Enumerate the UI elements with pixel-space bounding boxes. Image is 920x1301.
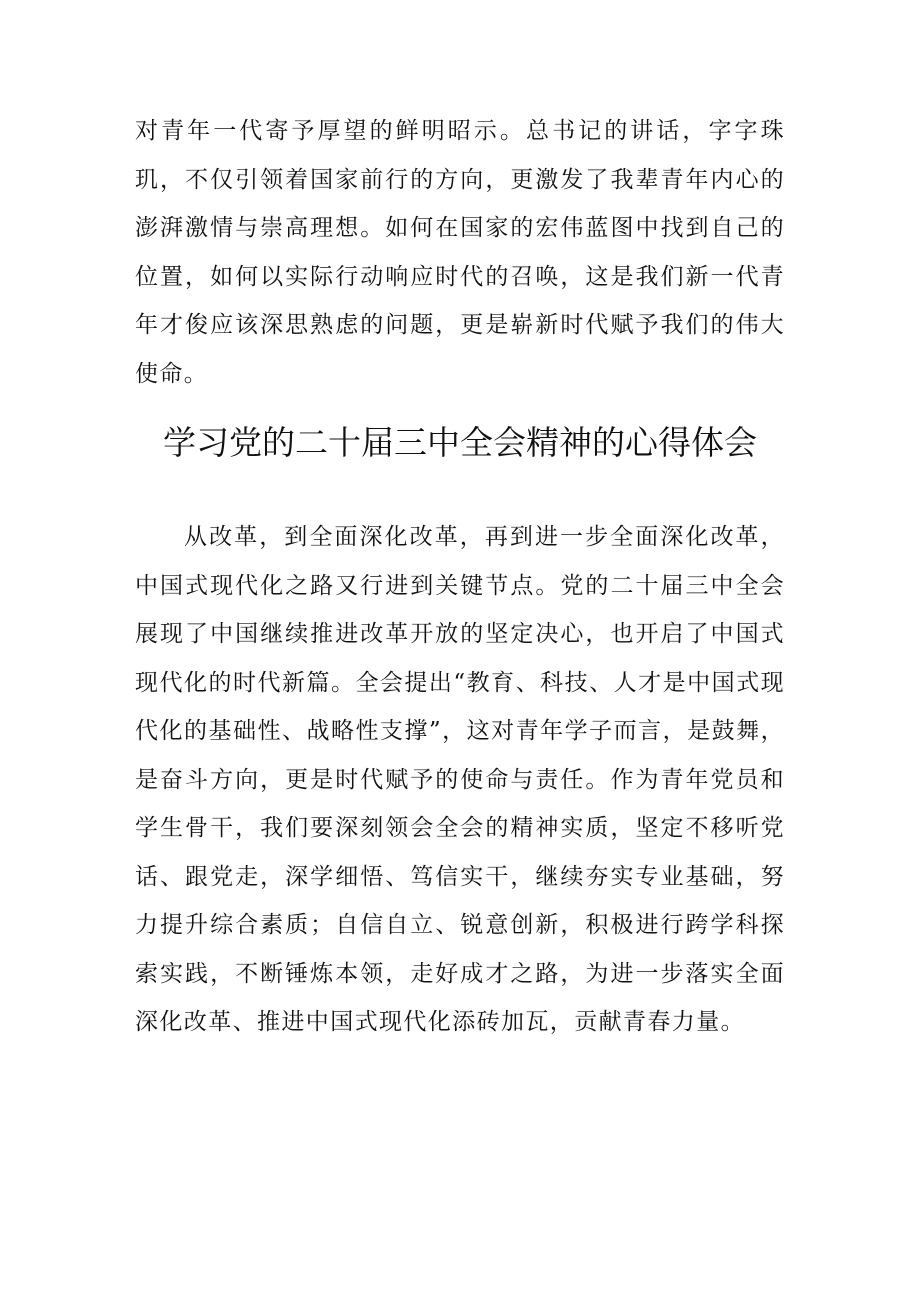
intro-paragraph: 对青年一代寄予厚望的鲜明昭示。总书记的讲话，字字珠玑，不仅引领着国家前行的方向，更激发了我辈青年内心的澎湃激情与崇高理想。如何在国家的宏伟蓝图中找到自己的位置，如何以实际行动响应时代的召唤，这是我们新一代青年才俊应该深思熟虑的问题，更是崭新时代赋予我们的伟大使命。: [135, 118, 785, 387]
article-title: 学习党的二十届三中全会精神的心得体会: [163, 423, 757, 462]
body-paragraph: 从改革，到全面深化改革，再到进一步全面深化改革，中国式现代化之路又行进到关键节点。党的二十届三中全会展现了中国继续推进改革开放的坚定决心，也开启了中国式现代化的时代新篇。全会提出“教育、科技、人才是中国式现代化的基础性、战略性支撑”，这对青年学子而言，是鼓舞，是奋斗方向，更是时代赋予的使命与责任。作为青年党员和学生骨干，我们要深刻领会全会的精神实质，坚定不移听党话、跟党走，深学细悟、笃信实干，继续夯实专业基础，努力提升综合素质；自信自立、锐意创新，积极进行跨学科探索实践，不断锤炼本领，走好成才之路，为进一步落实全面深化改革、推进中国式现代化添砖加瓦，贡献青春力量。: [135, 524, 785, 1035]
